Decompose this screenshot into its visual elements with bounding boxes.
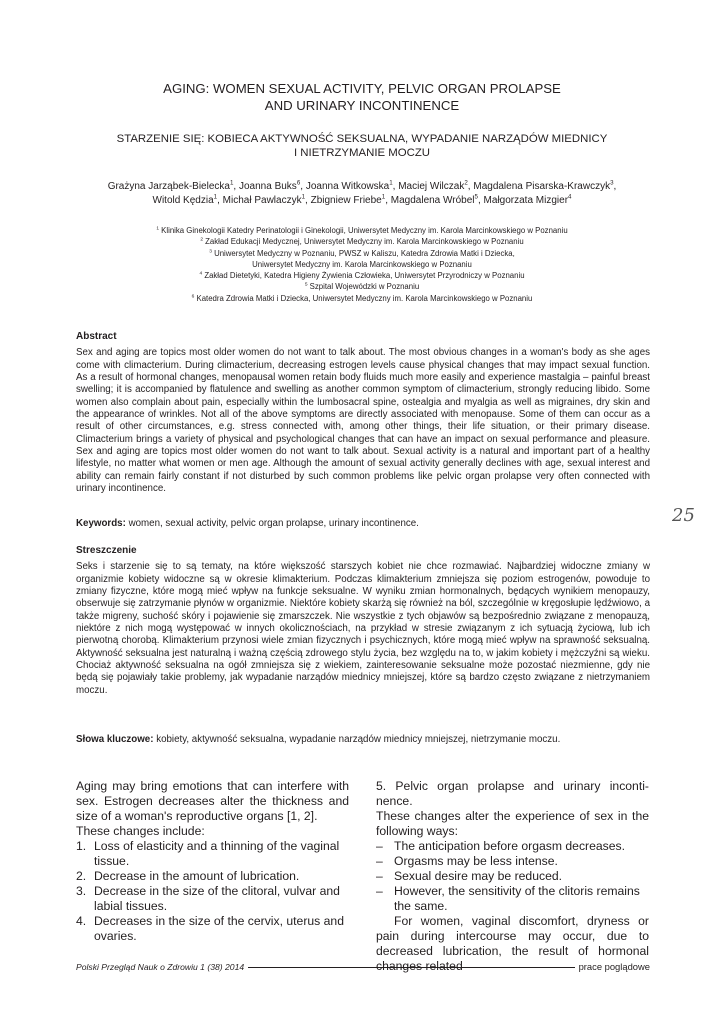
article-type: prace poglądowe <box>578 961 650 972</box>
affiliation: $^1$ Klinika Ginekologii Katedry Perinatologii i Ginekologii, Uniwersytet Medyczny im. Karola Marcinkowskiego w Poznaniu <box>156 226 568 235</box>
list-item: – The anticipation before orgasm decreases. <box>376 839 626 853</box>
affiliation-list <box>80 225 644 304</box>
keywords-text: women, sexual activity, pelvic organ prolapse, urinary incontinence. <box>128 518 419 529</box>
author: Małgorzata Mizgier$^4$ <box>483 193 572 206</box>
list-item: 3. Decrease in the size of the clitoral, vulvar and labial tissues. <box>76 884 340 913</box>
subtitle-line-2: I NIETRZYMANIE MOCZU <box>293 147 431 159</box>
author: Zbigniew Friebe$^1$, <box>310 193 391 206</box>
ways-intro: These changes alter the experience of sex in the following ways: <box>376 809 649 838</box>
slowa-kluczowe-text: kobiety, aktywność seksualna, wypadanie narządów miednicy mniejszej, nietrzymanie moczu. <box>156 734 561 745</box>
streszczenie-text: Seks i starzenie się to są tematy, na które większość starszych kobiet nie chce rozmawiać. Najbardziej widoczne zmiany w organizmie kobiety widoczne są w okresie klimakterium. Podczas klimakterium zmniejsza się poziom estrogenów, powoduje to zmiany fizyczne, które mogą mieć wpływ na funkcje seksualne. W wyniku zmian hormonalnych, będących wynikiem menopauzy, obserwuje się zatrzymanie płynów w organizmie. Niektóre kobiety skarżą się również na ból, szczególnie w kręgosłupie lędźwiowo, a także migreny, suchość skóry i pojawienie się zmarszczek. Nie wszystkie z tych objawów są bezpośrednio związane z menopauzą, niektóre z nich mogą występować w innych okolicznościach, na przykład w stresie związanym z ich sytuacją życiową, lub ich pierwotną chorobą. Klimakterium przynosi wiele zmian fizycznych i psychicznych, które mogą mieć wpływ na sprawność seksualną. Aktywność seksualna jest naturalną i ważną częścią zdrowego stylu życia, bez względu na to, w jakim kobiety i mężczyźni są wieku. Chociaż aktywność seksualna na ogół zmniejsza się z wiekiem, zainteresowanie seksualne może pozostać niezmienne, gdy nie będą się pojawiały takie problemy, jak wypadanie narządów miednicy mniejszej, które są bardzo często związane z nietrzymaniem moczu. <box>76 561 650 696</box>
title-line-2: AND URINARY INCONTINENCE <box>264 98 460 113</box>
affiliation: $^6$ Katedra Zdrowia Matki i Dziecka, Uniwersytet Medyczny im. Karola Marcinkowskiego w Poznaniu <box>191 293 533 303</box>
abstract-section <box>76 331 650 495</box>
author-list <box>70 180 654 207</box>
body-column-left <box>76 779 349 944</box>
affiliation: $^3$ Uniwersytet Medyczny w Poznaniu, PWSZ w Kaliszu, Katedra Zdrowia Matki i Dziecka, <box>209 248 515 258</box>
page-number: 25 <box>672 505 695 526</box>
author: Magdalena Wróbel$^5$, <box>390 193 484 206</box>
changes-list <box>76 839 349 944</box>
body-column-right <box>376 779 649 974</box>
streszczenie-heading: Streszczenie <box>76 545 137 556</box>
author: Michał Pawlaczyk$^1$, <box>222 193 311 206</box>
subtitle-line-1: STARZENIE SIĘ: KOBIECA AKTYWNOŚĆ SEKSUALNA, WYPADANIE NARZĄDÓW MIEDNICY <box>116 133 608 145</box>
keywords-line <box>76 518 650 530</box>
effects-list <box>376 839 649 914</box>
list-item: 4. Decreases in the size of the cervix, uterus and ovaries. <box>76 914 344 943</box>
streszczenie-section <box>76 545 650 697</box>
list-item: – Sexual desire may be reduced. <box>376 869 563 883</box>
list-item-5: 5. Pelvic organ prolapse and urinary inconti-nence. <box>376 779 649 808</box>
closing-paragraph: For women, vaginal discomfort, dryness or pain during intercourse may occur, due to decreased lubrication, the result of hormonal changes related <box>376 914 649 973</box>
list-item: 2. Decrease in the amount of lubrication. <box>76 869 300 883</box>
journal-citation: Polski Przegląd Nauk o Zdrowiu 1 (38) 2014 <box>76 962 245 972</box>
author: Maciej Wilczak$^2$, <box>398 179 474 192</box>
keywords-label: Keywords: <box>76 518 126 529</box>
list-item: – Orgasms may be less intense. <box>376 854 558 868</box>
author: Magdalena Pisarska-Krawczyk$^3$, <box>473 179 617 192</box>
slowa-kluczowe-line <box>76 734 650 746</box>
abstract-heading: Abstract <box>76 331 117 342</box>
article-title <box>90 80 634 114</box>
affiliation: $^4$ Zakład Dietetyki, Katedra Higieny Żywienia Człowieka, Uniwersytet Przyrodniczy w Poznaniu <box>199 271 525 281</box>
page-footer <box>76 961 650 972</box>
title-line-1: AGING: WOMEN SEXUAL ACTIVITY, PELVIC ORGAN PROLAPSE <box>163 81 561 96</box>
author: Grażyna Jarząbek-Bielecka$^1$, <box>107 179 239 192</box>
author: Joanna Buks$^6$, <box>238 179 306 192</box>
author: Joanna Witkowska$^1$, <box>305 179 399 192</box>
footer-rule <box>248 967 574 968</box>
abstract-text: Sex and aging are topics most older women do not want to talk about. The most obvious changes in a woman's body as she ages come with climacterium. During climacterium, decreasing estrogen levels cause physical changes that may impact sexual function. As a result of hormonal changes, menopausal women retain body fluids much more easily and experience mastalgia – painful breast swelling; it is accompanied by flatulence and swelling as another common symptom of climacterium, strongly reducing libido. Some women also complain about pain, especially within the lumbosacral spine, ostealgia and myalgia as well as migraines, dry skin and the appearance of wrinkles. Not all of the above symptoms are directly associated with menopause. Some of them can occur as a result of other circumstances, e.g. stress connected with, among other things, their life situation, or their primary disease. Climacterium brings a variety of physical and psychological changes that can have an impact on sexual performance and pleasure. Sex and aging are topics most older women do not want to talk about. Sexual activity is a natural and important part of a healthy lifestyle, no matter what women or men age. Although the amount of sexual activity generally declines with age, sexual interest and ability can remain fairly constant if not disturbed by such common problems like pelvic organ prolapse very often connected with urinary incontinence. <box>76 347 650 495</box>
changes-intro: These changes include: <box>76 824 205 838</box>
affiliation: $^2$ Zakład Edukacji Medycznej, Uniwersytet Medyczny im. Karola Marcinkowskiego w Poznaniu <box>200 237 524 247</box>
list-item: 1. Loss of elasticity and a thinning of the vaginal tissue. <box>76 839 340 868</box>
affiliation-continued: Uniwersytet Medyczny im. Karola Marcinkowskiego w Poznaniu <box>252 259 472 269</box>
author: Witold Kędzia$^1$, <box>152 193 223 206</box>
slowa-kluczowe-label: Słowa kluczowe: <box>76 734 154 745</box>
intro-paragraph: Aging may bring emotions that can interfere with sex. Estrogen decreases alter the thickness and size of a woman's reproductive organs [1, 2]. <box>76 779 349 823</box>
article-subtitle-polish <box>80 132 644 160</box>
list-item: – However, the sensitivity of the clitoris remains the same. <box>376 884 640 913</box>
affiliation: $^5$ Szpital Wojewódzki w Poznaniu <box>304 282 420 292</box>
